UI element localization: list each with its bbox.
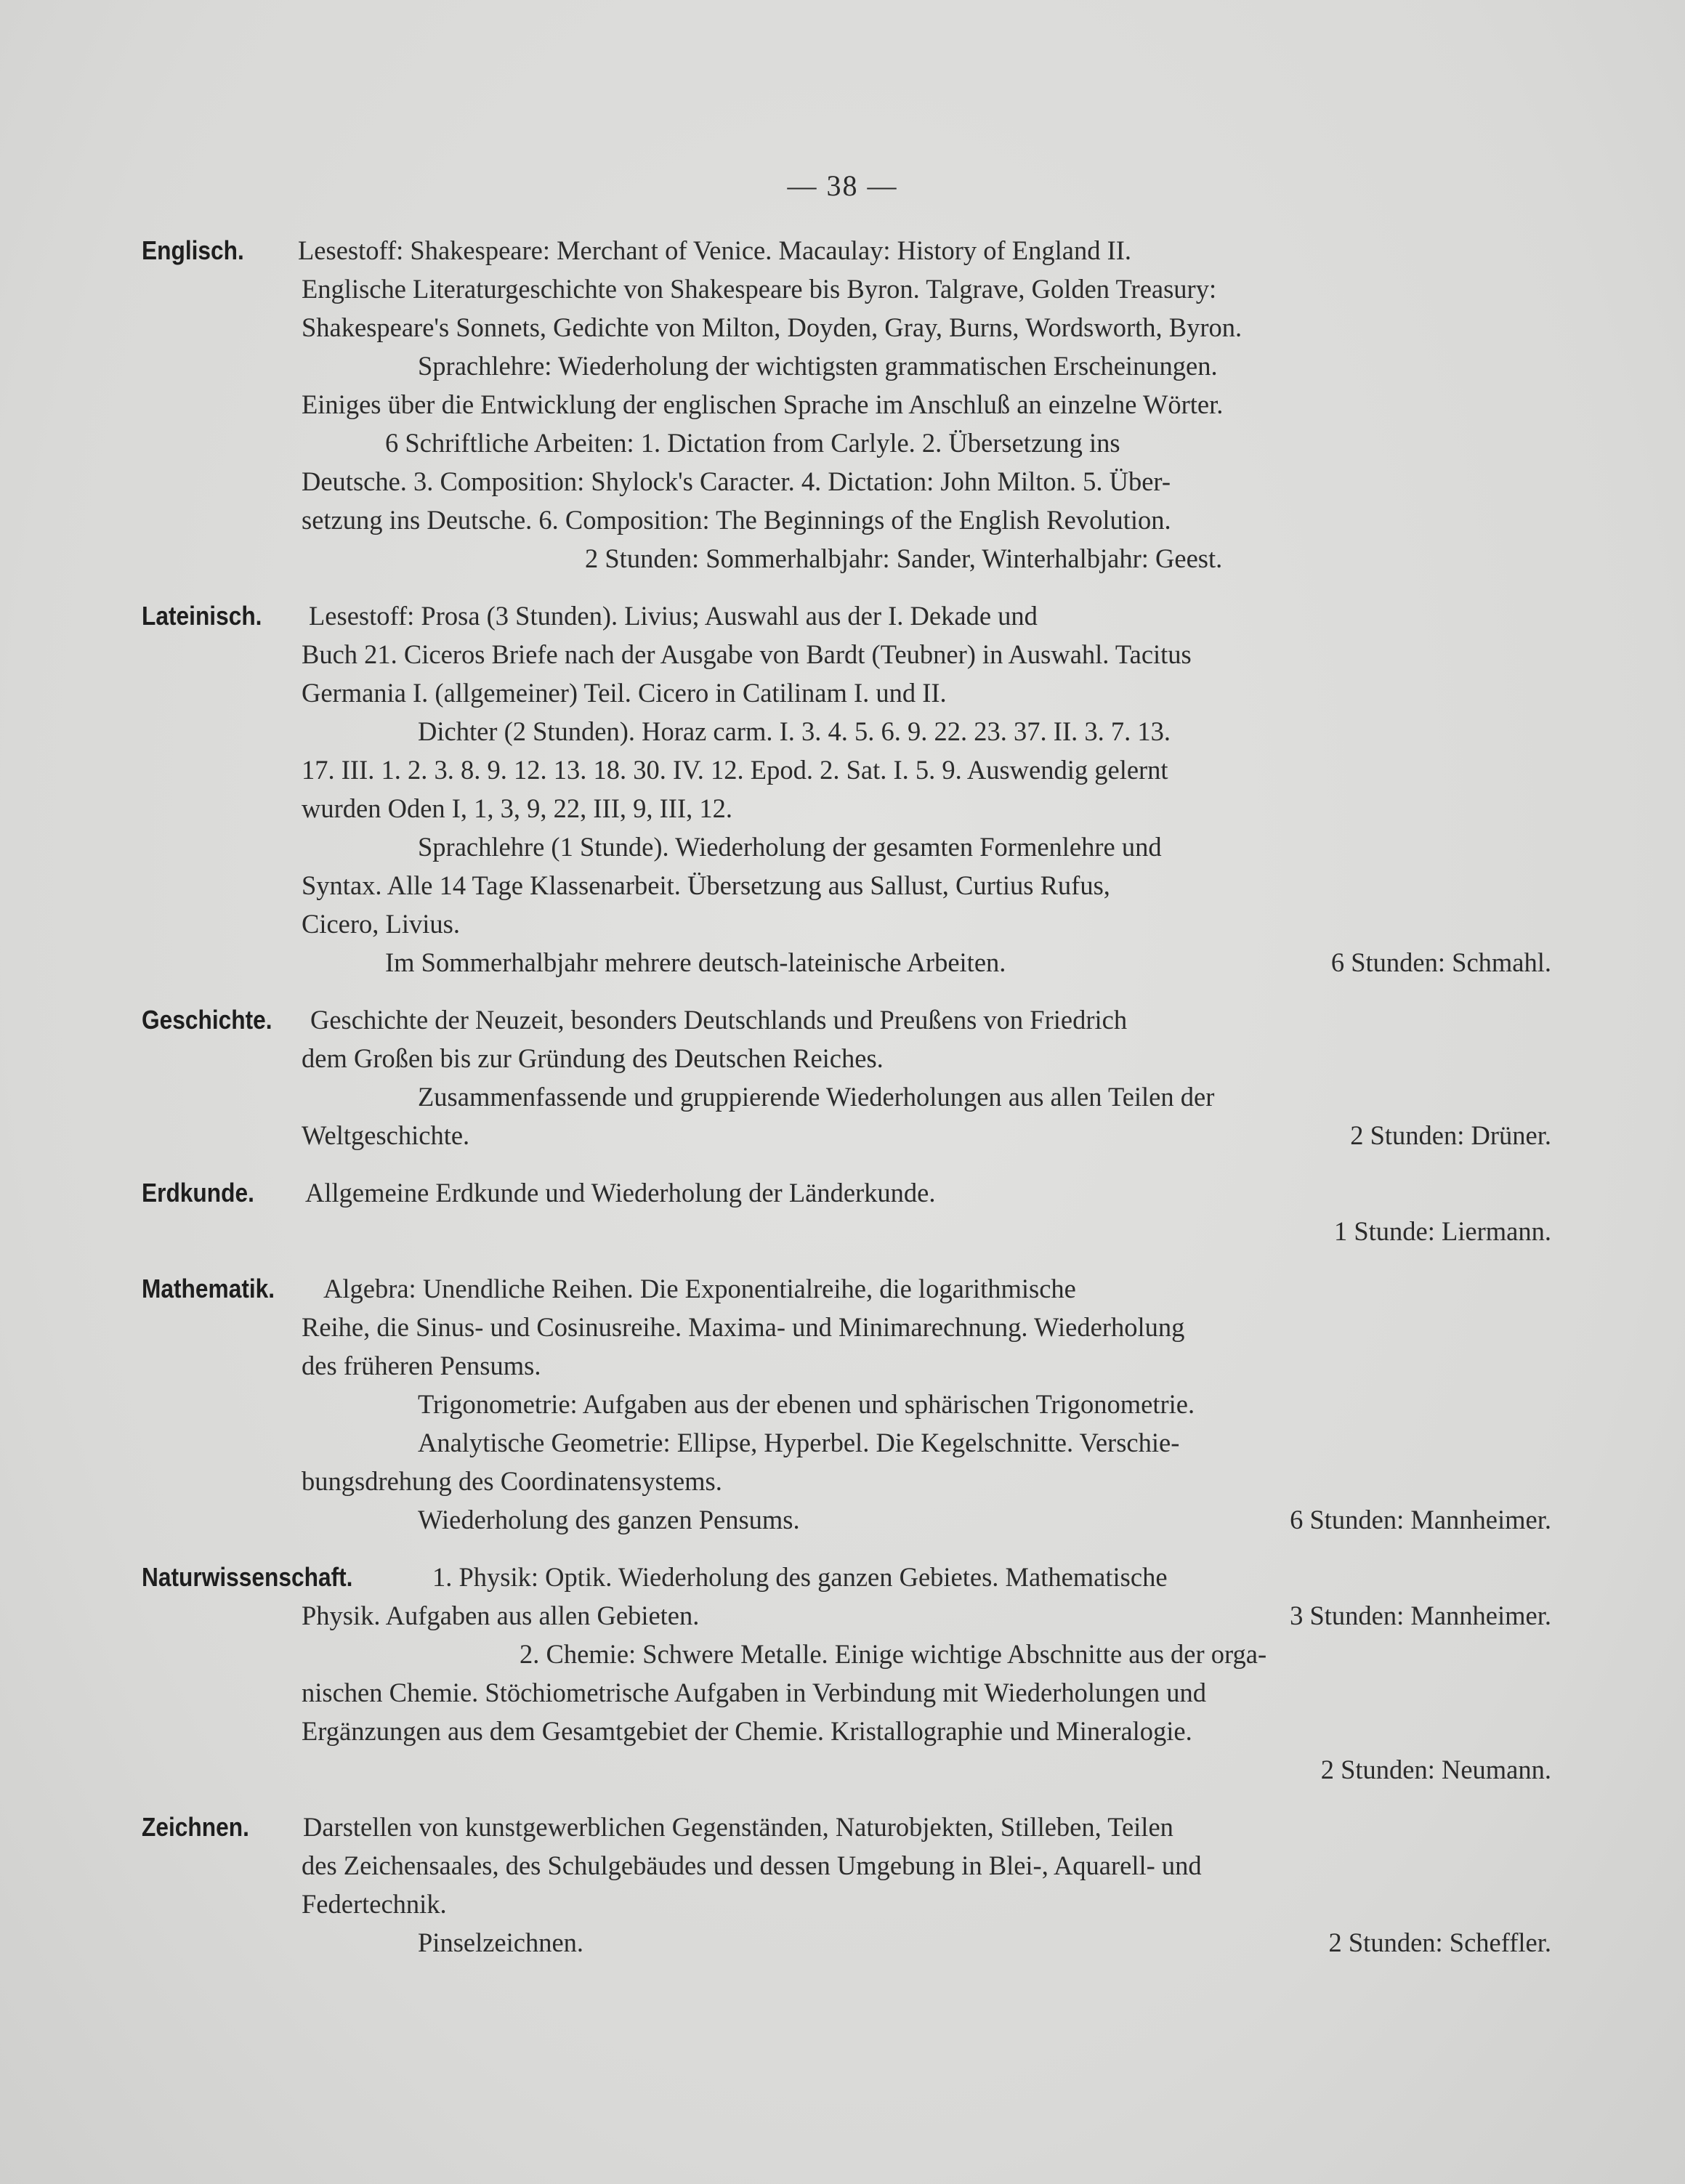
- mathematik-line-5: Analytische Geometrie: Ellipse, Hyperbel. Die Kegelschnitte. Verschie-: [418, 1428, 1180, 1457]
- chemie-hours: 2 Stunden: Neumann.: [1320, 1755, 1551, 1784]
- englisch-line-2: Englische Literaturgeschichte von Shakespeare bis Byron. Talgrave, Golden Treasury:: [302, 274, 1217, 304]
- mathematik-line-4: Trigonometrie: Aufgaben aus der ebenen und sphärischen Trigonometrie.: [418, 1389, 1195, 1419]
- mathematik-line-6: bungsdrehung des Coordinatensystems.: [302, 1466, 722, 1496]
- zeichnen-line-3: Federtechnik.: [302, 1889, 447, 1919]
- section-lateinisch: Lateinisch. Lesestoff: Prosa (3 Stunden). Livius; Auswahl aus der I. Dekade und Buch 21. Ciceros Briefe nach der Ausgabe von Bardt (Teubner) in Auswahl. Tacitus Germania I. (allgemeiner) Teil. Cicero in Catilinam I. und II. Dichter (2 Stunden). Horaz carm. I. 3. 4. 5. 6. 9. 22. 23. 37. II. 3. 7. 13. 17. III. 1. 2. 3. 8. 9. 12. 13. 18. 30. IV. 12. Epod. 2. Sat. I. 5. 9. Auswendig gelernt wurden Oden I, 1, 3, 9, 22, III, 9, III, 12. Sprachlehre (1 Stunde). Wiederholung der gesamten Formenlehre und Syntax. Alle 14 Tage Klassenarbeit. Übersetzung aus Sallust, Curtius Rufus, Cicero, Livius. Im Sommerhalbjahr mehrere deutsch-lateinische Arbeiten. 6 Stunden: Schmahl.: [222, 596, 1551, 982]
- naturwissenschaft-line-3: 2. Chemie: Schwere Metalle. Einige wichtige Abschnitte aus der orga-: [520, 1639, 1267, 1669]
- geschichte-line-3: Zusammenfassende und gruppierende Wiederholungen aus allen Teilen der: [418, 1082, 1215, 1112]
- mathematik-line-2: Reihe, die Sinus- und Cosinusreihe. Maxima- und Minimarechnung. Wiederholung: [302, 1312, 1185, 1342]
- naturwissenschaft-line-2: Physik. Aufgaben aus allen Gebieten.: [302, 1601, 700, 1630]
- section-zeichnen: Zeichnen. Darstellen von kunstgewerblichen Gegenständen, Naturobjekten, Stilleben, Teilen des Zeichensaales, des Schulgebäudes und dessen Umgebung in Blei-, Aquarell- und Federtechnik. Pinselzeichnen. 2 Stunden: Scheffler.: [222, 1808, 1551, 1962]
- section-naturwissenschaft: Naturwissenschaft. 1. Physik: Optik. Wiederholung des ganzen Gebietes. Mathematische Physik. Aufgaben aus allen Gebieten. 3 Stunden: Mannheimer. 2. Chemie: Schwere Metalle. Einige wichtige Abschnitte aus der orga- nischen Chemie. Stöchiometrische Aufgaben in Verbindung mit Wiederholungen und Ergänzungen aus dem Gesamtgebiet der Chemie. Kristallographie und Mineralogie. 2 Stunden: Neumann.: [222, 1558, 1551, 1789]
- geschichte-line-2: dem Großen bis zur Gründung des Deutschen Reiches.: [302, 1043, 884, 1073]
- naturwissenschaft-line-5: Ergänzungen aus dem Gesamtgebiet der Chemie. Kristallographie und Mineralogie.: [302, 1716, 1192, 1746]
- lateinisch-line-6: wurden Oden I, 1, 3, 9, 22, III, 9, III, 12.: [302, 793, 732, 823]
- section-englisch: Englisch. Lesestoff: Shakespeare: Merchant of Venice. Macaulay: History of England II. Englische Literaturgeschichte von Shakespeare bis Byron. Talgrave, Golden Treasury: Shakespeare's Sonnets, Gedichte von Milton, Doyden, Gray, Burns, Wordsworth, Byron. Sprachlehre: Wiederholung der wichtigsten grammatischen Erscheinungen. Einiges über die Entwicklung der englischen Sprache im Anschluß an einzelne Wörter. 6 Schriftliche Arbeiten: 1. Dictation from Carlyle. 2. Übersetzung ins Deutsche. 3. Composition: Shylock's Caracter. 4. Dictation: John Milton. 5. Über- setzung ins Deutsche. 6. Composition: The Beginnings of the English Revolution. 2 Stunden: Sommerhalbjahr: Sander, Winterhalbjahr: Geest.: [222, 231, 1551, 578]
- zeichnen-line-4: Pinselzeichnen.: [418, 1928, 584, 1957]
- lateinisch-line-5: 17. III. 1. 2. 3. 8. 9. 12. 13. 18. 30. IV. 12. Epod. 2. Sat. I. 5. 9. Auswendig gelernt: [302, 755, 1168, 785]
- naturwissenschaft-line-1: 1. Physik: Optik. Wiederholung des ganzen Gebietes. Mathematische: [432, 1562, 1168, 1592]
- englisch-line-8: setzung ins Deutsche. 6. Composition: The Beginnings of the English Revolution.: [302, 505, 1171, 535]
- englisch-line-4: Sprachlehre: Wiederholung der wichtigsten grammatischen Erscheinungen.: [418, 351, 1218, 381]
- lateinisch-line-10: Im Sommerhalbjahr mehrere deutsch-lateinische Arbeiten.: [385, 947, 1006, 977]
- englisch-line-9: 2 Stunden: Sommerhalbjahr: Sander, Winterhalbjahr: Geest.: [585, 543, 1223, 573]
- lateinisch-line-4: Dichter (2 Stunden). Horaz carm. I. 3. 4. 5. 6. 9. 22. 23. 37. II. 3. 7. 13.: [418, 716, 1171, 746]
- lateinisch-line-9: Cicero, Livius.: [302, 909, 460, 939]
- mathematik-line-7: Wiederholung des ganzen Pensums.: [418, 1505, 800, 1534]
- englisch-line-7: Deutsche. 3. Composition: Shylock's Caracter. 4. Dictation: John Milton. 5. Über-: [302, 466, 1171, 496]
- englisch-line-3: Shakespeare's Sonnets, Gedichte von Milton, Doyden, Gray, Burns, Wordsworth, Byron.: [302, 312, 1242, 342]
- lateinisch-line-2: Buch 21. Ciceros Briefe nach der Ausgabe von Bardt (Teubner) in Auswahl. Tacitus: [302, 639, 1192, 669]
- englisch-line-1: Lesestoff: Shakespeare: Merchant of Venice. Macaulay: History of England II.: [298, 235, 1132, 265]
- zeichnen-line-1: Darstellen von kunstgewerblichen Gegenständen, Naturobjekten, Stilleben, Teilen: [303, 1812, 1173, 1842]
- section-mathematik: Mathematik. Algebra: Unendliche Reihen. Die Exponentialreihe, die logarithmische Reihe, die Sinus- und Cosinusreihe. Maxima- und Minimarechnung. Wiederholung des früheren Pensums. Trigonometrie: Aufgaben aus der ebenen und sphärischen Trigonometrie. Analytische Geometrie: Ellipse, Hyperbel. Die Kegelschnitte. Verschie- bungsdrehung des Coordinatensystems. Wiederholung des ganzen Pensums. 6 Stunden: Mannheimer.: [222, 1269, 1551, 1539]
- geschichte-line-4: Weltgeschichte.: [302, 1120, 470, 1150]
- geschichte-line-1: Geschichte der Neuzeit, besonders Deutschlands und Preußens von Friedrich: [310, 1005, 1128, 1035]
- section-erdkunde: Erdkunde. Allgemeine Erdkunde und Wiederholung der Länderkunde. 1 Stunde: Liermann.: [222, 1173, 1551, 1250]
- zeichnen-hours: 2 Stunden: Scheffler.: [1328, 1928, 1551, 1957]
- mathematik-hours: 6 Stunden: Mannheimer.: [1290, 1505, 1551, 1534]
- geschichte-hours: 2 Stunden: Drüner.: [1350, 1120, 1551, 1150]
- physik-hours: 3 Stunden: Mannheimer.: [1290, 1601, 1551, 1630]
- mathematik-line-1: Algebra: Unendliche Reihen. Die Exponentialreihe, die logarithmische: [323, 1274, 1076, 1303]
- curriculum-content: [142, 231, 1551, 1981]
- section-geschichte: Geschichte. Geschichte der Neuzeit, besonders Deutschlands und Preußens von Friedrich dem Großen bis zur Gründung des Deutschen Reiches. Zusammenfassende und gruppierende Wiederholungen aus allen Teilen der Weltgeschichte. 2 Stunden: Drüner.: [222, 1000, 1551, 1154]
- erdkunde-hours: 1 Stunde: Liermann.: [1333, 1216, 1551, 1246]
- mathematik-line-3: des früheren Pensums.: [302, 1351, 541, 1380]
- englisch-line-5: Einiges über die Entwicklung der englischen Sprache im Anschluß an einzelne Wörter.: [302, 389, 1224, 419]
- lateinisch-line-8: Syntax. Alle 14 Tage Klassenarbeit. Übersetzung aus Sallust, Curtius Rufus,: [302, 870, 1110, 900]
- lateinisch-hours: 6 Stunden: Schmahl.: [1330, 947, 1551, 977]
- page-number: — 38 —: [787, 169, 898, 202]
- erdkunde-line-1: Allgemeine Erdkunde und Wiederholung der Länderkunde.: [305, 1178, 936, 1208]
- lateinisch-line-7: Sprachlehre (1 Stunde). Wiederholung der gesamten Formenlehre und: [418, 832, 1162, 862]
- zeichnen-line-2: des Zeichensaales, des Schulgebäudes und dessen Umgebung in Blei-, Aquarell- und: [302, 1851, 1202, 1880]
- lateinisch-line-1: Lesestoff: Prosa (3 Stunden). Livius; Auswahl aus der I. Dekade und: [309, 601, 1038, 631]
- naturwissenschaft-line-4: nischen Chemie. Stöchiometrische Aufgaben in Verbindung mit Wiederholungen und: [302, 1678, 1207, 1707]
- englisch-line-6: 6 Schriftliche Arbeiten: 1. Dictation from Carlyle. 2. Übersetzung ins: [385, 428, 1120, 458]
- lateinisch-line-3: Germania I. (allgemeiner) Teil. Cicero in Catilinam I. und II.: [302, 678, 947, 708]
